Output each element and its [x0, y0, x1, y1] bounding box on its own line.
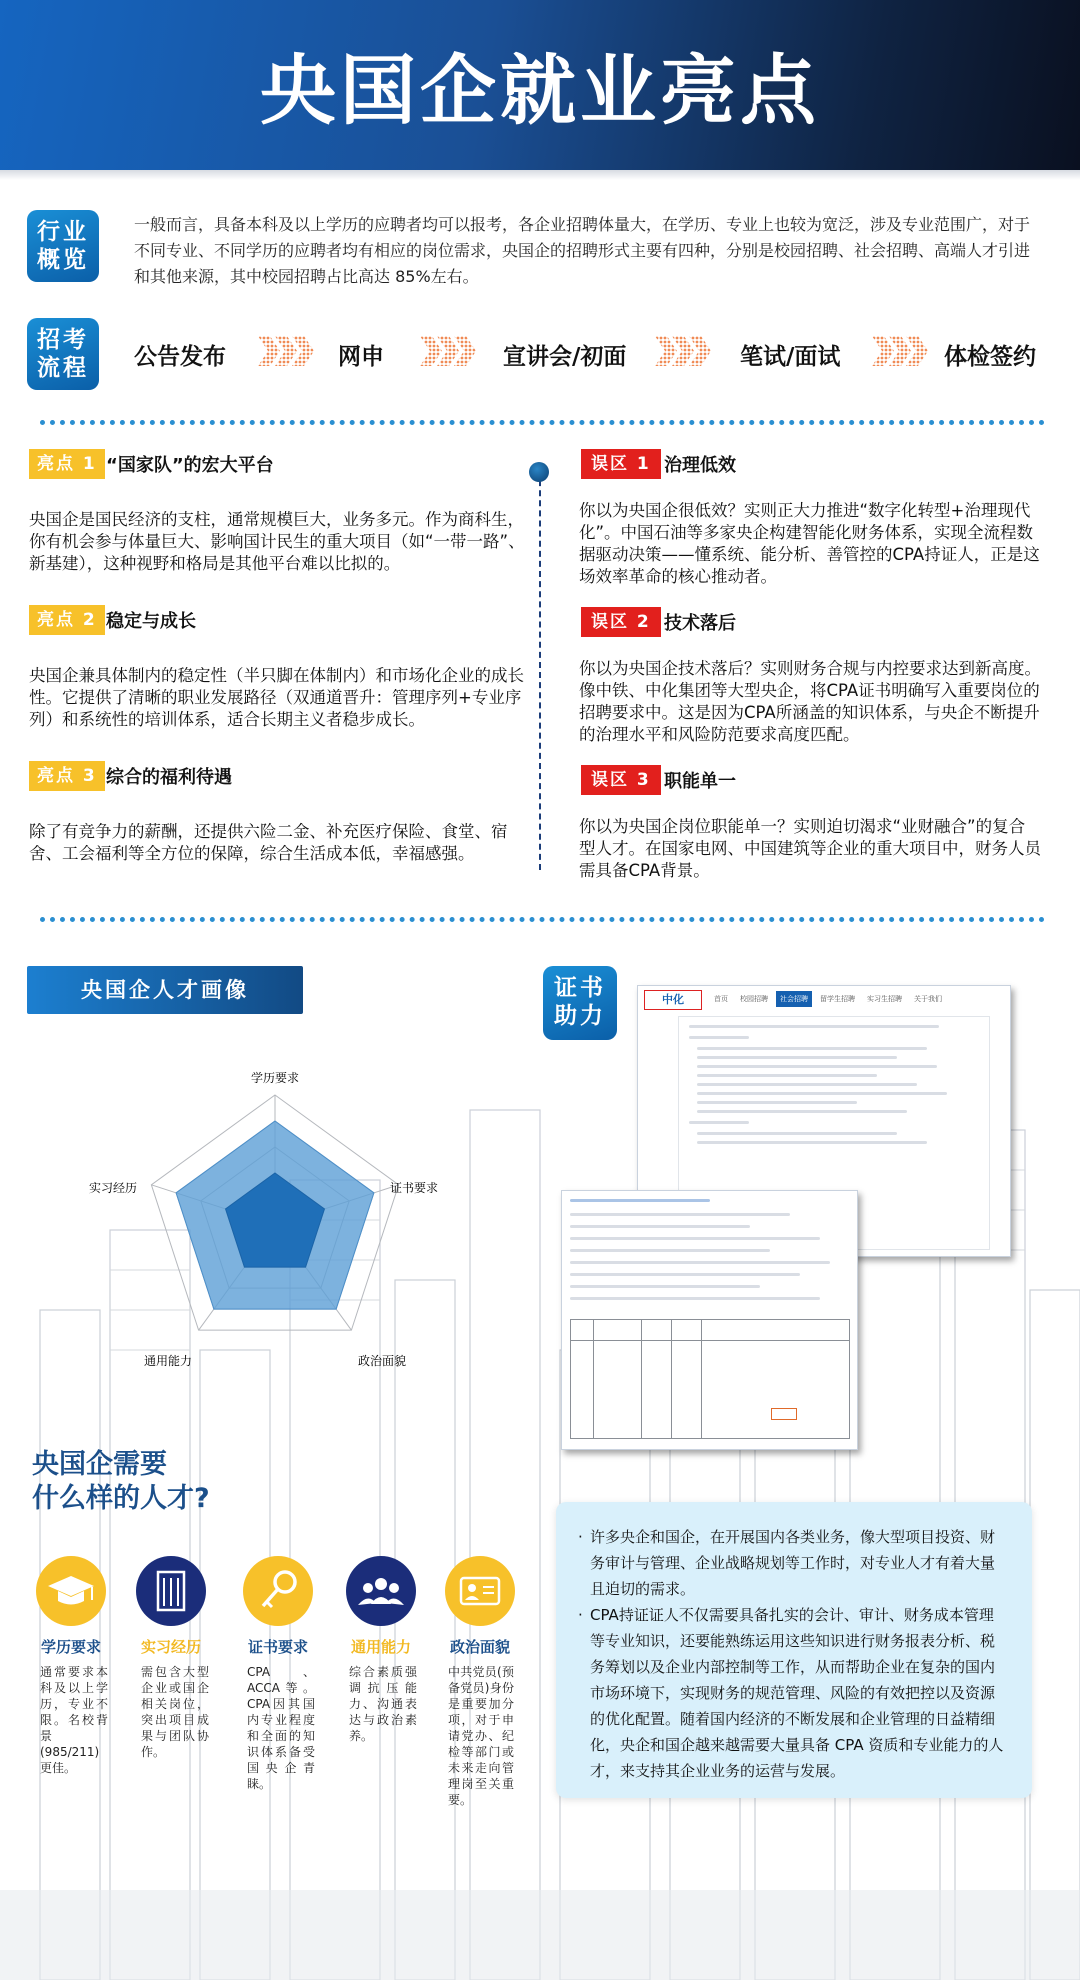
radar-label-general: 通用能力 [143, 1354, 193, 1368]
need-text-certificate: CPA、ACCA等。CPA因其国内专业程度和全面的知识体系备受国央企青睐。 [247, 1665, 315, 1791]
key-icon [243, 1556, 313, 1626]
section-divider [40, 917, 1045, 922]
timeline-dot [529, 462, 549, 482]
need-text-general: 综合素质强调抗压能力、沟通表达与政治素养。 [349, 1665, 417, 1743]
doc-nav-item: 实习生招聘 [867, 995, 902, 1003]
info-bullet-2: · CPA持证证人不仅需要具备扎实的会计、审计、财务成本管理等专业知识，还要能熟练运用这些知识进行财务报表分析、税务筹划以及企业内部控制等工作，从而帮助企业在复杂的国内市场环境下，实现财务的规范管理、风险的有效把控以及资源的优化配置。随着国内经济的不断发展和企业管理的日益精细化，央企和国企越来越需要大量具备 CPA 资质和专业能力的人才，来支持其企业业务的运营与发展。 [578, 1602, 1008, 1784]
timeline-divider [539, 470, 541, 870]
need-text-political: 中共党员(预备党员)身份是重要加分项，对于申请党办、纪检等部门或未来走向管理岗至关重要。 [448, 1665, 514, 1807]
sinochem-logo: 中化 [644, 990, 702, 1010]
header-shadow [0, 170, 1080, 180]
need-text-education: 通常要求本科及以上学历，专业不限。名校背景(985/211)更佳。 [40, 1665, 108, 1775]
doc-nav-item: 关于我们 [914, 995, 942, 1003]
highlight-2-title: 稳定与成长 [106, 611, 196, 632]
chevron-arrow-icon [655, 336, 711, 366]
building-icon [136, 1556, 206, 1626]
cert-badge-label: 证书助力 [554, 975, 606, 1029]
step-announcement: 公告发布 [134, 344, 226, 370]
doc-nav-bar [710, 988, 970, 1010]
cpa-info-box [556, 1502, 1032, 1798]
radar-label-certificate: 证书要求 [389, 1181, 438, 1195]
doc-nav-item: 留学生招聘 [820, 995, 855, 1003]
need-label-political: 政治面貌 [449, 1638, 510, 1656]
talent-needs-title [32, 1448, 210, 1516]
talent-needs-title-line2: 什么样的人才? [32, 1483, 210, 1514]
doc-nav-item: 社会招聘 [776, 991, 812, 1007]
graduation-cap-icon [36, 1556, 106, 1626]
myth-3-title: 职能单一 [664, 771, 736, 792]
myth-3-text: 你以为央国企岗位职能单一？实则迫切渴求“业财融合”的复合型人才。在国家电网、中国建筑等企业的重大项目中，财务人员需具备CPA背景。 [579, 817, 1041, 880]
myth-3-tag: 误区 3 [581, 765, 661, 795]
page-title: 央国企就业亮点 [260, 46, 820, 135]
need-label-general: 通用能力 [350, 1638, 411, 1656]
myth-2-tag: 误区 2 [581, 607, 661, 637]
team-icon [346, 1556, 416, 1626]
radar-label-internship: 实习经历 [88, 1181, 138, 1195]
step-written-interview: 笔试/面试 [740, 344, 841, 370]
need-label-internship: 实习经历 [140, 1638, 201, 1656]
step-medical-sign: 体检签约 [944, 344, 1036, 370]
highlight-2-tag: 亮点 2 [29, 605, 105, 635]
section-divider [40, 420, 1045, 425]
talent-needs-title-line1: 央国企需要 [32, 1449, 167, 1480]
chevron-arrow-icon [420, 336, 476, 366]
myth-2-text: 你以为央国企技术落后？实则财务合规与内控要求达到新高度。像中铁、中化集团等大型央企，将CPA证书明确写入重要岗位的招聘要求中。这是因为CPA所涵盖的知识体系，与央企不断提升的治理水平和风险防范要求高度匹配。 [579, 659, 1041, 744]
process-badge [27, 318, 99, 390]
need-label-education: 学历要求 [40, 1638, 101, 1656]
id-card-icon [445, 1556, 515, 1626]
step-online-apply: 网申 [338, 344, 384, 370]
overview-badge-label: 行业概览 [37, 219, 89, 273]
highlight-3-text: 除了有竞争力的薪酬，还提供六险二金、补充医疗保险、食堂、宿舍、工会福利等全方位的保障，综合生活成本低，幸福感强。 [29, 822, 508, 863]
requirements-table [570, 1319, 850, 1439]
myth-1-title: 治理低效 [664, 455, 736, 476]
talent-portrait-title: 央国企人才画像 [27, 966, 303, 1014]
highlight-3-title: 综合的福利待遇 [106, 767, 232, 788]
chevron-arrow-icon [872, 336, 928, 366]
overview-badge [27, 210, 99, 282]
need-label-certificate: 证书要求 [247, 1638, 308, 1656]
highlight-1-title: “国家队”的宏大平台 [106, 455, 274, 476]
process-badge-label: 招考流程 [37, 327, 89, 381]
need-text-internship: 需包含大型企业或国企相关岗位，突出项目成果与团队协作。 [141, 1665, 209, 1759]
highlight-3-tag: 亮点 3 [29, 761, 105, 791]
info-bullet-1-text: 许多央企和国企，在开展国内各类业务，像大型项目投资、财务审计与管理、企业战略规划等工作时，对专业人才有着大量且迫切的需求。 [590, 1528, 996, 1598]
overview-text: 一般而言，具备本科及以上学历的应聘者均可以报考，各企业招聘体量大，在学历、专业上也较为宽泛，涉及专业范围广，对于不同专业、不同学历的应聘者均有相应的岗位需求，央国企的招聘形式主要有四种，分别是校园招聘、社会招聘、高端人才引进和其他来源，其中校园招聘占比高达 85%左右。 [134, 215, 1031, 286]
radar-label-political: 政治面貌 [357, 1354, 407, 1368]
info-bullet-2-text: CPA持证证人不仅需要具备扎实的会计、审计、财务成本管理等专业知识，还要能熟练运用这些知识进行财务报表分析、税务筹划以及企业内部控制等工作，从而帮助企业在复杂的国内市场环境下，实现财务的规范管理、风险的有效把控以及资源的优化配置。随着国内经济的不断发展和企业管理的日益精细化，央企和国企越来越需要大量具备 CPA 资质和专业能力的人才，来支持其企业业务的运营与发展。 [590, 1606, 1004, 1780]
highlight-2-text: 央国企兼具体制内的稳定性（半只脚在体制内）和市场化企业的成长性。它提供了清晰的职业发展路径（双通道晋升：管理序列+专业序列）和系统性的培训体系，适合长期主义者稳步成长。 [29, 666, 524, 729]
step-info-session: 宣讲会/初面 [503, 344, 627, 370]
info-bullet-1: · 许多央企和国企，在开展国内各类业务，像大型项目投资、财务审计与管理、企业战略规划等工作时，对专业人才有着大量且迫切的需求。 [578, 1524, 1008, 1602]
doc-nav-item: 首页 [714, 995, 728, 1003]
recruitment-notice-screenshot [561, 1190, 858, 1450]
highlight-1-text: 央国企是国民经济的支柱，通常规模巨大，业务多元。作为商科生，你有机会参与体量巨大、影响国计民生的重大项目（如“一带一路”、新基建），这种视野和格局是其他平台难以比拟的。 [29, 510, 525, 573]
doc-nav-item: 校园招聘 [740, 995, 768, 1003]
myth-2-title: 技术落后 [664, 613, 736, 634]
myth-1-text: 你以为央国企很低效？实则正大力推进“数字化转型+治理现代化”。中国石油等多家央企构建智能化财务体系，实现全流程数据驱动决策——懂系统、能分析、善管控的CPA持证人，正是这场效率革命的核心推动者。 [579, 501, 1040, 586]
radar-label-education: 学历要求 [250, 1071, 300, 1085]
info-bullets [578, 1524, 1008, 1784]
myth-1-tag: 误区 1 [581, 449, 661, 479]
cert-badge [543, 966, 617, 1040]
chevron-arrow-icon [258, 336, 314, 366]
talent-radar-chart [80, 1065, 500, 1385]
highlight-1-tag: 亮点 1 [29, 449, 105, 479]
header-banner [0, 0, 1080, 170]
